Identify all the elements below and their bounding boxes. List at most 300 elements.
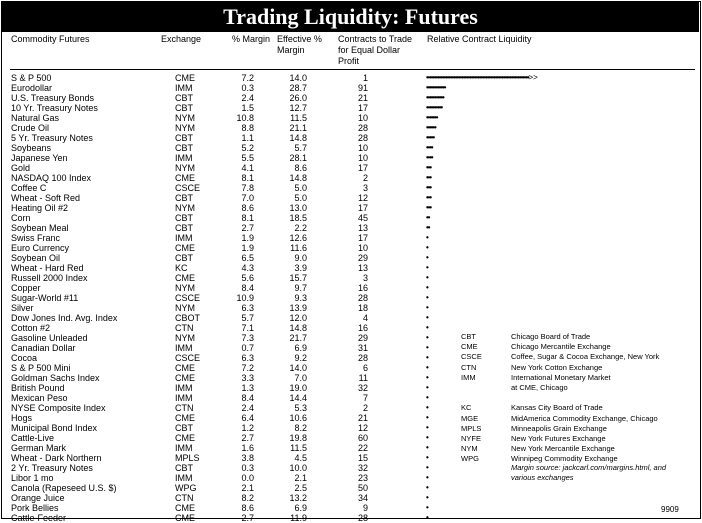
commodity-name: Wheat - Dark Northern — [11, 453, 102, 463]
contracts-value: 23 — [357, 473, 368, 483]
margin-value: 0.3 — [241, 83, 254, 93]
liquidity-bar: • — [426, 413, 428, 422]
margin-value: 0.3 — [241, 463, 254, 473]
effective-margin-value: 21.1 — [289, 123, 307, 133]
margin-value: 1.9 — [241, 233, 254, 243]
effective-margin-value: 28.7 — [289, 83, 307, 93]
table-row — [2, 113, 702, 123]
legend-description: New York Cotton Exchange — [511, 362, 603, 372]
contracts-value: 12 — [357, 193, 368, 203]
table-row — [2, 493, 702, 503]
table-row — [2, 293, 702, 303]
contracts-value: 1 — [362, 73, 368, 83]
exchange-code: IMM — [175, 383, 193, 393]
contracts-value: 45 — [357, 213, 368, 223]
commodity-name: Corn — [11, 213, 31, 223]
commodity-name: Euro Currency — [11, 243, 70, 253]
legend-code: CBT — [461, 332, 476, 341]
margin-value: 6.5 — [241, 253, 254, 263]
header-commodity: Commodity Futures — [11, 34, 90, 44]
exchange-code: CBT — [175, 463, 193, 473]
effective-margin-value: 5.0 — [294, 183, 307, 193]
margin-value: 8.6 — [241, 203, 254, 213]
effective-margin-value: 13.0 — [289, 203, 307, 213]
contracts-value: 7 — [362, 393, 368, 403]
exchange-code: CTN — [175, 323, 194, 333]
table-row — [2, 263, 702, 273]
effective-margin-value: 15.7 — [289, 273, 307, 283]
effective-margin-value: 14.0 — [289, 73, 307, 83]
commodity-name: Soybeans — [11, 143, 52, 153]
effective-margin-value: 4.5 — [294, 453, 307, 463]
effective-margin-value: 6.9 — [294, 503, 307, 513]
effective-margin-value: 11.5 — [290, 443, 307, 453]
commodity-name: German Mark — [11, 443, 67, 453]
commodity-name: Soybean Oil — [11, 253, 61, 263]
exchange-code: CME — [175, 433, 195, 443]
exchange-code: WPG — [175, 483, 197, 493]
effective-margin-value: 14.8 — [289, 173, 307, 183]
commodity-name: Copper — [11, 283, 41, 293]
table-row — [2, 323, 702, 333]
contracts-value: 16 — [357, 283, 368, 293]
table-row — [2, 313, 702, 323]
contracts-value: 29 — [357, 253, 368, 263]
effective-margin-value: 9.3 — [294, 293, 307, 303]
table-row — [2, 303, 702, 313]
effective-margin-value: 19.0 — [289, 383, 307, 393]
margin-value: 8.4 — [241, 393, 254, 403]
liquidity-bar: •••••••••••••••••••••••••••••••••••••••••••••••••••••••••••••••• >> — [426, 73, 538, 82]
margin-value: 5.2 — [241, 143, 254, 153]
exchange-code: NYM — [175, 113, 195, 123]
effective-margin-value: 5.3 — [294, 403, 307, 413]
table-row — [2, 163, 702, 173]
legend-description: Chicago Mercantile Exchange — [511, 342, 611, 352]
margin-value: 8.4 — [241, 283, 254, 293]
margin-value: 7.8 — [241, 183, 254, 193]
margin-value: 8.6 — [241, 503, 254, 513]
commodity-name: Silver — [11, 303, 34, 313]
effective-margin-value: 13.9 — [289, 303, 307, 313]
commodity-name: Cotton #2 — [11, 323, 51, 333]
exchange-code: IMM — [175, 393, 193, 403]
commodity-name: Gasoline Unleaded — [11, 333, 88, 343]
commodity-name: Mexican Peso — [11, 393, 68, 403]
contracts-value: 91 — [357, 83, 368, 93]
overflow-arrow: >> — [528, 73, 538, 82]
liquidity-bar: • — [426, 393, 428, 402]
effective-margin-value: 7.0 — [294, 373, 307, 383]
header-divider — [10, 69, 695, 70]
margin-value: 1.2 — [241, 423, 254, 433]
legend-description: MidAmerica Commodity Exchange, Chicago — [511, 413, 658, 423]
margin-value: 3.3 — [241, 373, 254, 383]
contracts-value: 2 — [362, 173, 368, 183]
exchange-code: CME — [175, 413, 195, 423]
contracts-value: 4 — [362, 313, 368, 323]
commodity-name: Municipal Bond Index — [11, 423, 98, 433]
contracts-value: 13 — [357, 223, 368, 233]
table-row — [2, 73, 702, 83]
liquidity-bar: •• — [426, 213, 430, 222]
exchange-code: CSCE — [175, 293, 201, 303]
contracts-value: 34 — [357, 493, 368, 503]
effective-margin-value: 12.0 — [289, 313, 307, 323]
liquidity-bar: ••• — [426, 193, 431, 202]
contracts-value: 10 — [357, 143, 368, 153]
contracts-value: 13 — [357, 263, 368, 273]
exchange-code: CBT — [175, 93, 193, 103]
exchange-code: CSCE — [175, 353, 201, 363]
margin-value: 4.3 — [241, 263, 254, 273]
contracts-value: 32 — [357, 463, 368, 473]
legend-description: Chicago Board of Trade — [511, 332, 591, 341]
exchange-code: CME — [175, 513, 195, 523]
exchange-code: CBOT — [175, 313, 201, 323]
header-margin: % Margin — [231, 34, 270, 44]
exchange-code: CBT — [175, 253, 193, 263]
table-row — [2, 223, 702, 233]
contracts-value: 21 — [357, 93, 368, 103]
contracts-value: 3 — [362, 273, 368, 283]
header-effective-margin: Effective % Margin — [277, 34, 322, 55]
liquidity-bar: • — [426, 273, 428, 282]
contracts-value: 16 — [357, 323, 368, 333]
effective-margin-value: 6.9 — [294, 343, 307, 353]
commodity-name: Dow Jones Ind. Avg. Index — [11, 313, 118, 323]
liquidity-bar: •••••••••••• — [426, 83, 446, 92]
table-row — [2, 183, 702, 193]
margin-value: 7.0 — [241, 193, 254, 203]
figure-frame — [1, 1, 701, 523]
margin-value: 8.2 — [241, 493, 254, 503]
liquidity-bar: • — [426, 473, 428, 482]
liquidity-bar: • — [426, 463, 428, 472]
commodity-name: Eurodollar — [11, 83, 53, 93]
margin-value: 0.0 — [241, 473, 254, 483]
margin-value: 5.7 — [241, 313, 254, 323]
legend-description: New York Futures Exchange — [511, 433, 606, 443]
margin-value: 1.1 — [241, 133, 254, 143]
commodity-name: NYSE Composite Index — [11, 403, 106, 413]
commodity-name: Canadian Dollar — [11, 343, 76, 353]
liquidity-bar: • — [426, 423, 428, 432]
liquidity-bar: • — [426, 353, 428, 362]
liquidity-bar: • — [426, 373, 428, 382]
contracts-value: 60 — [357, 433, 368, 443]
contracts-value: 22 — [357, 443, 368, 453]
liquidity-bar: •••••••••• — [426, 103, 443, 112]
exchange-code: CTN — [175, 403, 194, 413]
exchange-code: CTN — [175, 493, 194, 503]
contracts-value: 2 — [362, 403, 368, 413]
liquidity-bar: •••• — [426, 143, 433, 152]
exchange-code: IMM — [175, 83, 193, 93]
table-row — [2, 203, 702, 213]
liquidity-bar: • — [426, 493, 428, 502]
contracts-value: 28 — [357, 513, 368, 523]
header-contracts: Contracts to Trade for Equal Dollar Profit — [338, 34, 413, 66]
liquidity-bar: • — [426, 283, 428, 292]
table-row — [2, 103, 702, 113]
margin-value: 7.2 — [241, 363, 254, 373]
liquidity-bar: • — [426, 323, 428, 332]
exchange-code: NYM — [175, 303, 195, 313]
liquidity-bar: • — [426, 433, 428, 442]
commodity-name: Hogs — [11, 413, 33, 423]
margin-value: 6.3 — [241, 303, 254, 313]
legend-code: NYFE — [461, 433, 482, 443]
table-row — [2, 383, 702, 393]
liquidity-bar: • — [426, 363, 428, 372]
legend-code: IMM — [461, 372, 476, 382]
commodity-name: 2 Yr. Treasury Notes — [11, 463, 93, 473]
contracts-value: 29 — [357, 333, 368, 343]
exchange-code: MPLS — [175, 453, 200, 463]
contracts-value: 18 — [357, 303, 368, 313]
liquidity-bar: • — [426, 343, 428, 352]
legend-description: Minneapolis Grain Exchange — [511, 423, 607, 433]
exchange-code: CME — [175, 273, 195, 283]
table-row — [2, 243, 702, 253]
table-row — [2, 233, 702, 243]
margin-value: 2.7 — [241, 433, 254, 443]
commodity-name: Cattle-Feeder — [11, 513, 67, 523]
effective-margin-value: 2.1 — [294, 473, 307, 483]
table-row — [2, 273, 702, 283]
effective-margin-value: 11.5 — [290, 113, 307, 123]
margin-value: 1.6 — [241, 443, 254, 453]
commodity-name: Coffee C — [11, 183, 47, 193]
exchange-code: KC — [175, 263, 188, 273]
table-row — [2, 393, 702, 403]
exchange-code: CSCE — [175, 183, 201, 193]
effective-margin-value: 19.8 — [289, 433, 307, 443]
margin-value: 1.5 — [241, 103, 254, 113]
liquidity-bar: • — [426, 243, 428, 252]
commodity-name: Cattle-Live — [11, 433, 55, 443]
liquidity-bar: • — [426, 253, 428, 262]
legend-code: NYM — [461, 444, 478, 454]
margin-value: 6.3 — [241, 353, 254, 363]
exchange-code: CBT — [175, 193, 193, 203]
contracts-value: 10 — [357, 243, 368, 253]
liquidity-bar: • — [426, 313, 428, 322]
exchange-code: IMM — [175, 473, 193, 483]
margin-value: 8.1 — [241, 213, 254, 223]
effective-margin-value: 14.0 — [289, 363, 307, 373]
contracts-value: 17 — [357, 103, 368, 113]
liquidity-bar: ••• — [426, 163, 431, 172]
exchange-code: IMM — [175, 343, 193, 353]
contracts-value: 9 — [362, 503, 368, 513]
contracts-value: 28 — [357, 123, 368, 133]
effective-margin-value: 26.0 — [289, 93, 307, 103]
legend-code: CTN — [461, 362, 477, 372]
exchange-code: IMM — [175, 233, 193, 243]
effective-margin-value: 2.2 — [294, 223, 307, 233]
margin-value: 10.9 — [236, 293, 254, 303]
contracts-value: 17 — [357, 233, 368, 243]
effective-margin-value: 13.2 — [289, 493, 307, 503]
contracts-value: 6 — [362, 363, 368, 373]
legend-code: CME — [461, 342, 478, 352]
table-row — [2, 83, 702, 93]
table-row — [2, 283, 702, 293]
liquidity-bar: ••••••••••• — [426, 93, 444, 102]
table-row — [2, 193, 702, 203]
liquidity-bar: • — [426, 453, 428, 462]
legend-code: KC — [461, 403, 472, 413]
margin-value: 5.5 — [241, 153, 254, 163]
liquidity-bar: • — [426, 263, 428, 272]
exchange-code: CME — [175, 363, 195, 373]
effective-margin-value: 12.7 — [289, 103, 307, 113]
header-liquidity: Relative Contract Liquidity — [427, 34, 532, 44]
margin-value: 2.7 — [241, 223, 254, 233]
margin-value: 0.7 — [241, 343, 254, 353]
commodity-name: 10 Yr. Treasury Notes — [11, 103, 98, 113]
table-row — [2, 513, 702, 523]
effective-margin-value: 9.2 — [294, 353, 307, 363]
exchange-code: CBT — [175, 213, 193, 223]
effective-margin-value: 11.9 — [290, 513, 307, 523]
effective-margin-value: 3.9 — [294, 263, 307, 273]
commodity-name: Orange Juice — [11, 493, 65, 503]
exchange-code: NYM — [175, 283, 195, 293]
legend-code: CSCE — [461, 352, 482, 362]
commodity-name: Soybean Meal — [11, 223, 69, 233]
exchange-code: CBT — [175, 223, 193, 233]
commodity-name: British Pound — [11, 383, 65, 393]
margin-value: 1.9 — [241, 243, 254, 253]
effective-margin-value: 5.7 — [294, 143, 307, 153]
contracts-value: 10 — [357, 153, 368, 163]
contracts-value: 21 — [357, 413, 368, 423]
effective-margin-value: 18.5 — [289, 213, 307, 223]
liquidity-bar: ••• — [426, 173, 431, 182]
table-row — [2, 93, 702, 103]
effective-margin-value: 12.6 — [289, 233, 307, 243]
margin-value: 3.8 — [241, 453, 254, 463]
contracts-value: 10 — [357, 113, 368, 123]
legend-description: International Monetary Market — [511, 372, 611, 382]
liquidity-bar: •• — [426, 223, 430, 232]
liquidity-bar: • — [426, 443, 428, 452]
effective-margin-value: 28.1 — [289, 153, 307, 163]
commodity-name: U.S. Treasury Bonds — [11, 93, 95, 103]
contracts-value: 11 — [358, 373, 368, 383]
commodity-name: Pork Bellies — [11, 503, 59, 513]
margin-value: 4.1 — [241, 163, 254, 173]
margin-value: 6.4 — [241, 413, 254, 423]
commodity-name: Goldman Sachs Index — [11, 373, 100, 383]
table-row — [2, 153, 702, 163]
liquidity-bar: • — [426, 483, 428, 492]
exchange-code: CBT — [175, 133, 193, 143]
effective-margin-value: 5.0 — [294, 193, 307, 203]
exchange-code: CME — [175, 503, 195, 513]
exchange-code: CBT — [175, 143, 193, 153]
commodity-name: Crude Oil — [11, 123, 50, 133]
effective-margin-value: 8.2 — [294, 423, 307, 433]
liquidity-bar: ••• — [426, 203, 431, 212]
commodity-name: Natural Gas — [11, 113, 60, 123]
commodity-name: Russell 2000 Index — [11, 273, 88, 283]
liquidity-bar: •••••• — [426, 123, 436, 132]
contracts-value: 15 — [357, 453, 368, 463]
legend-description: Coffee, Sugar & Cocoa Exchange, New York — [511, 352, 660, 362]
margin-value: 2.4 — [241, 403, 254, 413]
table-row — [2, 213, 702, 223]
figure-code: 9909 — [661, 505, 679, 514]
exchange-code: CME — [175, 373, 195, 383]
contracts-value: 17 — [357, 203, 368, 213]
commodity-name: Wheat - Hard Red — [11, 263, 84, 273]
contracts-value: 28 — [357, 353, 368, 363]
exchange-code: IMM — [175, 153, 193, 163]
exchange-code: CME — [175, 173, 195, 183]
table-row — [2, 173, 702, 183]
margin-value: 2.4 — [241, 93, 254, 103]
exchange-code: CME — [175, 243, 195, 253]
margin-value: 7.2 — [241, 73, 254, 83]
margin-value: 7.1 — [241, 323, 254, 333]
contracts-value: 32 — [357, 383, 368, 393]
liquidity-bar: • — [426, 503, 428, 512]
commodity-name: S & P 500 Mini — [11, 363, 71, 373]
liquidity-bar: ••••• — [426, 133, 435, 142]
margin-value: 8.8 — [241, 123, 254, 133]
commodity-name: Japanese Yen — [11, 153, 68, 163]
effective-margin-value: 11.6 — [290, 243, 307, 253]
effective-margin-value: 9.0 — [294, 253, 307, 263]
effective-margin-value: 21.7 — [289, 333, 307, 343]
effective-margin-value: 2.5 — [294, 483, 307, 493]
exchange-code: CBT — [175, 423, 193, 433]
table-row — [2, 133, 702, 143]
exchange-code: CME — [175, 73, 195, 83]
liquidity-bar: • — [426, 303, 428, 312]
liquidity-bar: • — [426, 383, 428, 392]
exchange-code: NYM — [175, 333, 195, 343]
effective-margin-value: 10.0 — [289, 463, 307, 473]
commodity-name: Swiss Franc — [11, 233, 61, 243]
table-row — [2, 253, 702, 263]
exchange-code: CBT — [175, 103, 193, 113]
effective-margin-value: 14.8 — [289, 323, 307, 333]
margin-value: 10.8 — [236, 113, 254, 123]
liquidity-bar: ••• — [426, 183, 431, 192]
commodity-name: Heating Oil #2 — [11, 203, 69, 213]
commodity-name: Gold — [11, 163, 31, 173]
liquidity-bar: • — [426, 513, 428, 522]
contracts-value: 28 — [357, 133, 368, 143]
legend-code: MPLS — [461, 423, 482, 433]
legend-description: New York Mercantile Exchange — [511, 444, 615, 454]
table-row — [2, 503, 702, 513]
exchange-code: NYM — [175, 123, 195, 133]
margin-value: 5.6 — [241, 273, 254, 283]
contracts-value: 17 — [357, 163, 368, 173]
effective-margin-value: 9.7 — [294, 283, 307, 293]
commodity-name: 5 Yr. Treasury Notes — [11, 133, 93, 143]
liquidity-bar: • — [426, 333, 428, 342]
source-note: Margin source: jackcarl.com/margins.html, and various exchanges — [511, 463, 667, 482]
effective-margin-value: 8.6 — [294, 163, 307, 173]
commodity-name: Canola (Rapeseed U.S. $) — [11, 483, 117, 493]
